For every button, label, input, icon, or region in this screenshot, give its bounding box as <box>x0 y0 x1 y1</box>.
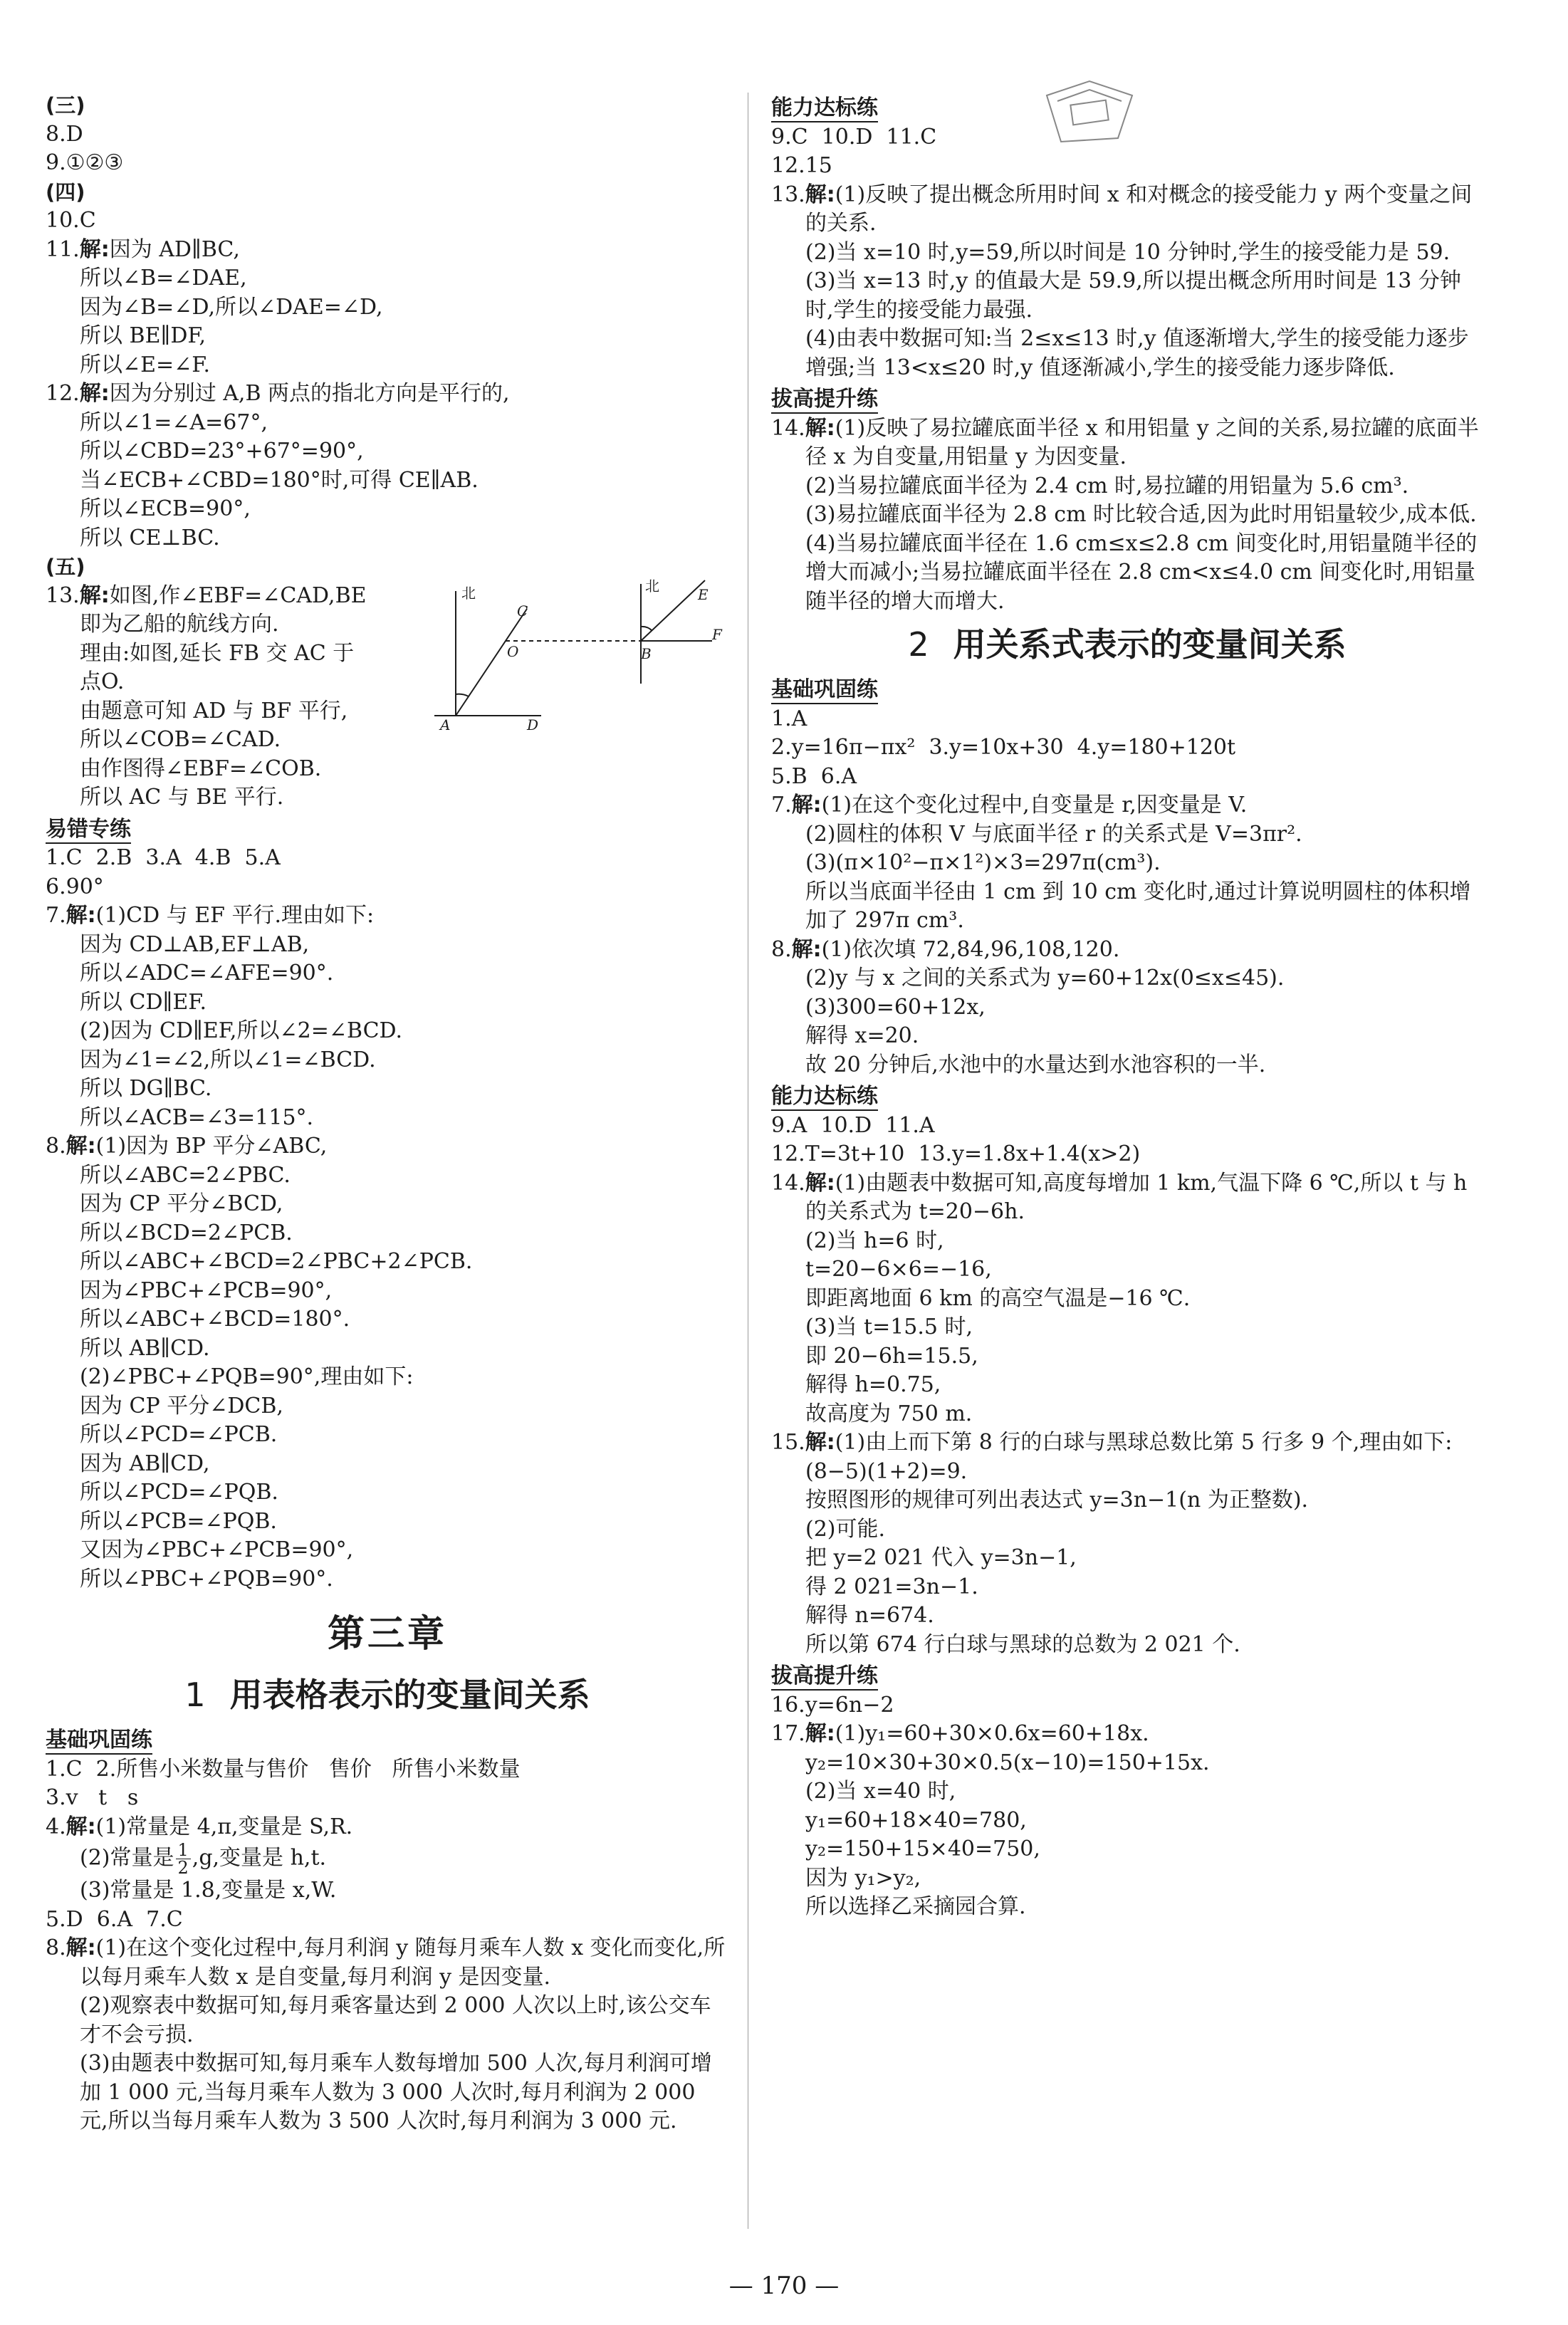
question-number: 13. <box>46 582 80 608</box>
answer-continuation: 所以∠B=∠DAE, <box>80 266 247 291</box>
angle-arc-b <box>641 627 652 631</box>
answer-continuation: (3)当 x=13 时,y 的值最大是 59.9,所以提出概念所用时间是 13 分钟时,学生的接受能力最强. <box>805 268 1461 323</box>
answer-continuation: y₁=60+18×40=780, <box>805 1807 1027 1833</box>
navigation-angle-diagram <box>427 577 726 733</box>
answer-line <box>771 414 1483 472</box>
north-label-1: 北 <box>461 585 476 602</box>
answer-line <box>771 936 1483 965</box>
answer-text: (1)常量是 4,π,变量是 S,R. <box>95 1814 353 1839</box>
solution-marker: 解: <box>79 582 110 608</box>
answer-continuation: (3)由题表中数据可知,每月乘车人数每增加 500 人次,每月利润可增加 1 000 元,当每月乘车人数为 3 000 人次时,每月利润为 2 000 元,所以当每月乘车人数为 3 500 人次时,每月利润为 3 000 元. <box>80 2051 712 2133</box>
answer-continuation: 所以∠PCD=∠PCB. <box>80 1422 278 1447</box>
answer-continuation-fraction <box>46 1841 729 1876</box>
solution-marker: 解: <box>79 381 110 406</box>
answer-continuation: 因为 CP 平分∠DCB, <box>80 1393 283 1418</box>
question-number: 15. <box>771 1430 805 1455</box>
point-d-label: D <box>527 716 539 733</box>
answer-line <box>771 1169 1483 1227</box>
solution-marker: 解: <box>66 1814 96 1839</box>
answer-continuation: 得 2 021=3n−1. <box>805 1574 978 1599</box>
answer-continuation: 所以 CD∥EF. <box>80 989 207 1015</box>
answer-continuation: 所以∠ADC=∠AFE=90°. <box>80 961 334 986</box>
angle-arc-a <box>456 694 469 696</box>
answer-continuation: 即距离地面 6 km 的高空气温是−16 ℃. <box>805 1285 1191 1311</box>
answer-continuation: 所以选择乙采摘园合算. <box>805 1894 1026 1919</box>
lesson-name: 用表格表示的变量间关系 <box>229 1676 590 1714</box>
answer-continuation: 所以∠1=∠A=67°, <box>80 409 268 435</box>
answer-line: 8.D <box>46 121 83 147</box>
answer-text: (1)在这个变化过程中,每月利润 y 随每月乘车人数 x 变化而变化,所以每月乘车人数 x 是自变量,每月利润 y 是因变量. <box>80 1935 726 1990</box>
answer-continuation: 即为乙船的航线方向. <box>80 612 279 637</box>
lesson-number: 1 <box>184 1676 206 1714</box>
answer-text: (1)在这个变化过程中,自变量是 r,因变量是 V. <box>821 793 1248 817</box>
answer-line: 1.A <box>771 706 807 731</box>
exercise-section <box>771 1659 1483 1691</box>
lesson-title <box>771 616 1483 673</box>
answer-line: 12.T=3t+10 13.y=1.8x+1.4(x>2) <box>771 1141 1141 1166</box>
answer-continuation: 解得 x=20. <box>805 1023 919 1048</box>
answer-line: 12.15 <box>771 153 832 178</box>
point-a-label: A <box>440 716 451 733</box>
solution-marker: 解: <box>805 1430 835 1455</box>
solution-marker: 解: <box>79 236 110 262</box>
answer-text: (1)CD 与 EF 平行.理由如下: <box>95 903 375 928</box>
solution-marker: 解: <box>791 793 822 817</box>
question-number: 7. <box>46 903 66 928</box>
answer-continuation: 当∠ECB+∠CBD=180°时,可得 CE∥AB. <box>80 467 479 493</box>
answer-text: (1)由题表中数据可知,高度每增加 1 km,气温下降 6 ℃,所以 t 与 h 的关系式为 t=20−6h. <box>805 1170 1468 1224</box>
answer-continuation: 所以 AC 与 BE 平行. <box>80 785 284 810</box>
answer-continuation: (3)(π×10²−π×1²)×3=297π(cm³). <box>805 850 1161 875</box>
answer-continuation: (3)易拉罐底面半径为 2.8 cm 时比较合适,因为此时用铝量较少,成本低. <box>805 502 1477 527</box>
answer-continuation: (2)y 与 x 之间的关系式为 y=60+12x(0≤x≤45). <box>805 966 1285 991</box>
solution-marker: 解: <box>791 936 822 962</box>
question-number: 17. <box>771 1721 805 1746</box>
section-subheading: (五) <box>46 555 85 579</box>
answer-text: (1)反映了提出概念所用时间 x 和对概念的接受能力 y 两个变量之间的关系. <box>805 182 1473 236</box>
page-number: — 170 — <box>728 2272 840 2300</box>
point-b-label: B <box>641 645 652 662</box>
answer-line <box>46 902 729 931</box>
solution-marker: 解: <box>805 1721 835 1746</box>
exercise-section <box>771 382 1483 414</box>
answer-continuation: (4)由表中数据可知:当 2≤x≤13 时,y 值逐渐增大,学生的接受能力逐步增强;当 13<x≤20 时,y 值逐渐减小,学生的接受能力逐步降低. <box>805 326 1469 380</box>
answer-continuation: 所以∠ABC+∠BCD=180°. <box>80 1307 350 1332</box>
answer-line: 5.B 6.A <box>771 763 857 789</box>
answer-continuation: 由作图得∠EBF=∠COB. <box>80 756 322 781</box>
section-subheading: (三) <box>46 93 85 117</box>
answer-continuation: 按照图形的规律可列出表达式 y=3n−1(n 为正整数). <box>805 1488 1309 1512</box>
right-column <box>771 91 1483 1922</box>
answer-continuation: 所以∠PCB=∠PQB. <box>80 1508 277 1534</box>
fraction-prefix: (2)常量是 <box>80 1845 174 1871</box>
answer-continuation: 理由:如图,延长 FB 交 AC 于 <box>80 640 355 666</box>
answer-line <box>771 1428 1483 1458</box>
fraction-suffix: ,g,变量是 h,t. <box>192 1845 327 1871</box>
fraction-numerator: 1 <box>176 1841 191 1859</box>
exercise-section-heading: 能力达标练 <box>771 95 878 122</box>
left-column <box>46 91 729 2136</box>
question-number: 13. <box>771 182 805 207</box>
solution-marker: 解: <box>66 1935 96 1960</box>
answer-continuation: (2)当 x=40 时, <box>805 1779 956 1804</box>
answer-line: 5.D 6.A 7.C <box>46 1906 183 1932</box>
answer-line <box>771 181 1483 239</box>
answer-line <box>46 236 729 265</box>
answer-continuation: 所以∠ABC=2∠PBC. <box>80 1162 291 1188</box>
answer-continuation: 因为 CP 平分∠BCD, <box>80 1191 283 1216</box>
answer-continuation: 所以∠ABC+∠BCD=2∠PBC+2∠PCB. <box>80 1249 473 1274</box>
exercise-section <box>771 1080 1483 1112</box>
answer-continuation: 由题意可知 AD 与 BF 平行, <box>80 698 348 723</box>
answer-line: 9.C 10.D 11.C <box>771 124 937 150</box>
answer-continuation: 所以∠BCD=2∠PCB. <box>80 1220 293 1245</box>
answer-continuation: 所以 DG∥BC. <box>80 1076 212 1101</box>
answer-line: 9.①②③ <box>46 150 124 175</box>
lesson-name: 用关系式表示的变量间关系 <box>953 625 1347 664</box>
question-number: 11. <box>46 236 80 262</box>
fraction-denominator: 2 <box>177 1858 189 1878</box>
answer-line: 9.A 10.D 11.A <box>771 1112 935 1138</box>
chapter-title: 第三章 <box>327 1613 447 1656</box>
answer-continuation: 所以∠PBC+∠PQB=90°. <box>80 1566 333 1592</box>
solution-marker: 解: <box>805 415 835 441</box>
answer-continuation: (2)观察表中数据可知,每月乘客量达到 2 000 人次以上时,该公交车才不会亏损. <box>80 1993 711 2047</box>
answer-continuation: (3)常量是 1.8,变量是 x,W. <box>80 1878 337 1903</box>
answer-continuation: (4)当易拉罐底面半径在 1.6 cm≤x≤2.8 cm 间变化时,用铝量随半径的增大而减小;当易拉罐底面半径在 2.8 cm<x≤4.0 cm 间变化时,用铝量随半径的增大而增大. <box>805 531 1478 614</box>
answer-continuation: 所以∠PCD=∠PQB. <box>80 1480 278 1505</box>
section-subheading: (四) <box>46 179 85 204</box>
exercise-section-heading: 易错专练 <box>46 817 131 844</box>
answer-continuation: 故高度为 750 m. <box>805 1401 973 1426</box>
answer-continuation: 因为 y₁>y₂, <box>805 1865 921 1891</box>
question-number: 4. <box>46 1814 66 1839</box>
exercise-section-heading: 基础巩固练 <box>46 1728 152 1755</box>
exercise-section-heading: 拔高提升练 <box>771 387 878 414</box>
answer-continuation: 所以 AB∥CD. <box>80 1335 210 1361</box>
answer-continuation: 又因为∠PBC+∠PCB=90°, <box>80 1537 354 1562</box>
answer-text: (1)y₁=60+30×0.6x=60+18x. <box>835 1721 1149 1746</box>
question-number: 12. <box>46 381 80 406</box>
question-number: 8. <box>46 1134 66 1159</box>
answer-line <box>771 1720 1483 1749</box>
answer-continuation: 解得 h=0.75, <box>805 1372 941 1397</box>
answer-line: 16.y=6n−2 <box>771 1692 894 1718</box>
point-c-label: C <box>517 602 528 620</box>
answer-continuation: 所以∠COB=∠CAD. <box>80 727 281 752</box>
answer-text: 因为 AD∥BC, <box>109 236 240 262</box>
answer-continuation: (2)∠PBC+∠PQB=90°,理由如下: <box>80 1364 414 1389</box>
answer-continuation: 点O. <box>80 669 125 694</box>
answer-text: (1)依次填 72,84,96,108,120. <box>821 936 1120 962</box>
answer-line <box>46 380 729 409</box>
answer-continuation: (2)当 x=10 时,y=59,所以时间是 10 分钟时,学生的接受能力是 59. <box>805 239 1451 265</box>
solution-marker: 解: <box>805 182 835 207</box>
answer-continuation: 所以 BE∥DF, <box>80 323 207 348</box>
answer-continuation: 即 20−6h=15.5, <box>805 1343 978 1369</box>
answer-continuation: 所以∠ECB=90°, <box>80 496 251 521</box>
answer-continuation: y₂=150+15×40=750, <box>805 1837 1040 1861</box>
exercise-section <box>46 813 729 845</box>
answer-continuation: 所以∠ACB=∠3=115°. <box>80 1104 314 1130</box>
answer-continuation: 把 y=2 021 代入 y=3n−1, <box>805 1545 1077 1570</box>
answer-line: 6.90° <box>46 874 104 899</box>
point-e-label: E <box>698 586 709 603</box>
lesson-number: 2 <box>908 625 929 664</box>
exercise-section-heading: 能力达标练 <box>771 1084 878 1111</box>
answer-continuation: (2)当易拉罐底面半径为 2.4 cm 时,易拉罐的用铝量为 5.6 cm³. <box>805 473 1409 498</box>
north-label-2: 北 <box>645 578 659 595</box>
answer-continuation: 所以∠E=∠F. <box>80 352 210 377</box>
answer-continuation: 所以当底面半径由 1 cm 到 10 cm 变化时,通过计算说明圆柱的体积增加了 297π cm³. <box>805 879 1471 933</box>
question-number: 8. <box>46 1935 66 1960</box>
answer-continuation: 所以∠CBD=23°+67°=90°, <box>80 439 364 464</box>
solution-marker: 解: <box>66 1134 96 1159</box>
solution-marker: 解: <box>66 903 96 928</box>
answer-line: 1.C 2.B 3.A 4.B 5.A <box>46 845 281 870</box>
question-number: 14. <box>771 1170 805 1196</box>
exercise-section <box>771 673 1483 705</box>
answer-continuation: 所以第 674 行白球与黑球的总数为 2 021 个. <box>805 1631 1240 1657</box>
answer-continuation: (2)可能. <box>805 1516 886 1542</box>
answer-text: (1)由上而下第 8 行的白球与黑球总数比第 5 行多 9 个,理由如下: <box>835 1430 1453 1455</box>
answer-continuation: (8−5)(1+2)=9. <box>805 1458 968 1484</box>
lesson-title <box>46 1666 729 1723</box>
answer-continuation: 因为∠B=∠D,所以∠DAE=∠D, <box>80 294 383 320</box>
answer-continuation: 故 20 分钟后,水池中的水量达到水池容积的一半. <box>805 1052 1266 1077</box>
exercise-section-heading: 拔高提升练 <box>771 1663 878 1691</box>
answer-text: (1)因为 BP 平分∠ABC, <box>95 1134 328 1159</box>
question-number: 8. <box>771 936 792 962</box>
answer-continuation: y₂=10×30+30×0.5(x−10)=150+15x. <box>805 1750 1210 1775</box>
answer-text: 如图,作∠EBF=∠CAD,BE <box>109 582 367 608</box>
answer-continuation: 因为 AB∥CD, <box>80 1451 210 1476</box>
answer-line: 3.v t s <box>46 1785 139 1810</box>
answer-line <box>46 1132 729 1161</box>
answer-continuation: (2)因为 CD∥EF,所以∠2=∠BCD. <box>80 1018 403 1043</box>
answer-continuation: 因为 CD⊥AB,EF⊥AB, <box>80 931 310 957</box>
question-number: 14. <box>771 415 805 441</box>
answer-line <box>46 1813 729 1842</box>
fraction <box>176 1841 191 1876</box>
exercise-section <box>46 1723 729 1755</box>
answer-continuation: (2)当 h=6 时, <box>805 1228 944 1253</box>
answer-continuation: 因为∠PBC+∠PCB=90°, <box>80 1278 333 1303</box>
exercise-section-heading: 基础巩固练 <box>771 677 878 704</box>
answer-line <box>46 1934 729 1992</box>
line-ac <box>456 609 527 716</box>
answer-continuation: 所以 CE⊥BC. <box>80 525 220 550</box>
point-o-label: O <box>507 643 519 660</box>
answer-line: 1.C 2.所售小米数量与售价 售价 所售小米数量 <box>46 1756 521 1782</box>
answer-text: (1)反映了易拉罐底面半径 x 和用铝量 y 之间的关系,易拉罐的底面半径 x 为自变量,用铝量 y 为因变量. <box>805 415 1479 469</box>
answer-line: 2.y=16π−πx² 3.y=10x+30 4.y=180+120t <box>771 735 1236 760</box>
answer-continuation: (3)300=60+12x, <box>805 994 986 1020</box>
answer-continuation: t=20−6×6=−16, <box>805 1257 992 1282</box>
stamp-logo <box>1040 74 1139 152</box>
point-f-label: F <box>712 626 722 643</box>
solution-marker: 解: <box>805 1170 835 1196</box>
answer-line <box>771 791 1483 820</box>
answer-continuation: (2)圆柱的体积 V 与底面半径 r 的关系式是 V=3πr². <box>805 821 1302 847</box>
answer-continuation: 解得 n=674. <box>805 1603 934 1628</box>
question-number: 7. <box>771 793 792 817</box>
answer-text: 因为分别过 A,B 两点的指北方向是平行的, <box>109 381 510 406</box>
answer-line: 10.C <box>46 208 96 233</box>
answer-continuation: (3)当 t=15.5 时, <box>805 1315 973 1339</box>
answer-continuation: 因为∠1=∠2,所以∠1=∠BCD. <box>80 1047 376 1072</box>
